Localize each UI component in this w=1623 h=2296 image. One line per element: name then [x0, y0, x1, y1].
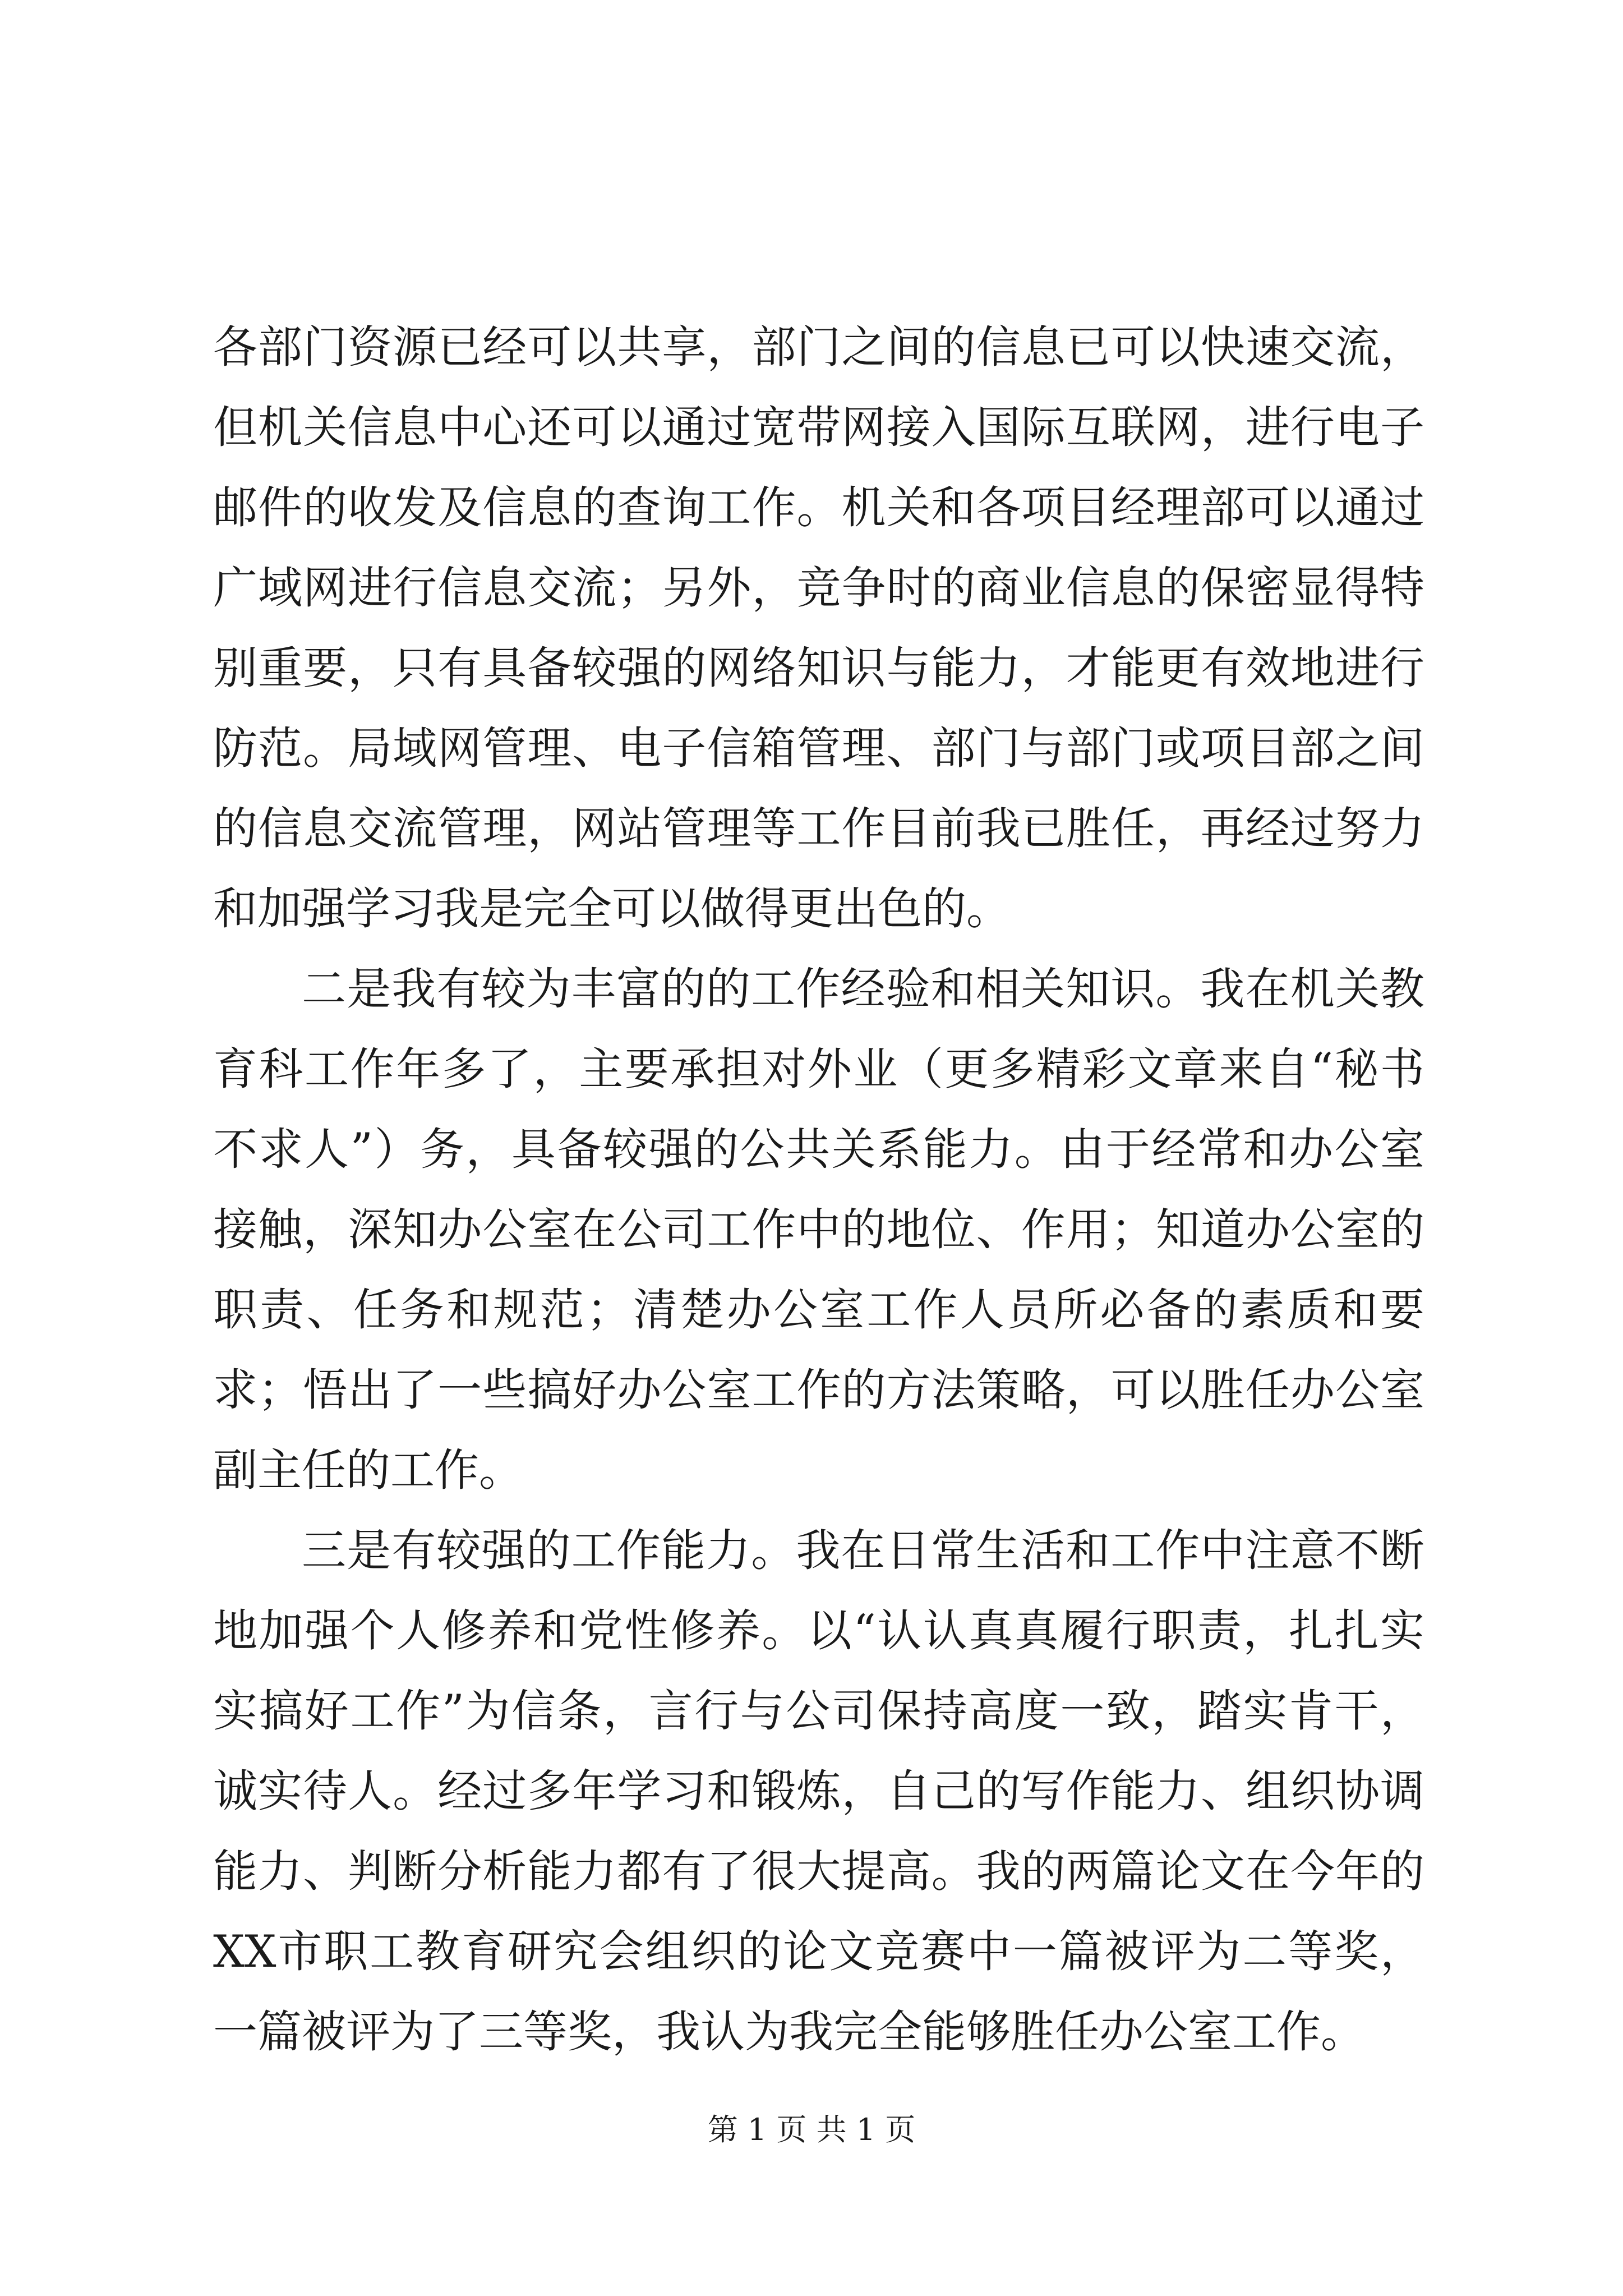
paragraph-1: 各部门资源已经可以共享，部门之间的信息已可以快速交流，但机关信息中心还可以通过宽带网接入国际互联网，进行电子邮件的收发及信息的查询工作。机关和各项目经理部可以通过广域网进行信息交流；另外，竞争时的商业信息的保密显得特别重要，只有具备较强的网络知识与能力，才能更有效地进行防范。局域网管理、电子信箱管理、部门与部门或项目部之间的信息交流管理，网站管理等工作目前我已胜任，再经过努力和加强学习我是完全可以做得更出色的。 [213, 321, 1424, 935]
paragraph-2: 二是我有较为丰富的的工作经验和相关知识。我在机关教育科工作年多了，主要承担对外业（更多精彩文章来自“秘书不求人”）务，具备较强的公共关系能力。由于经常和办公室接触，深知办公室在公司工作中的地位、作用；知道办公室的职责、任务和规范；清楚办公室工作人员所必备的素质和要求；悟出了一些搞好办公室工作的方法策略，可以胜任办公室副主任的工作。 [213, 963, 1424, 1496]
paragraph-3: 三是有较强的工作能力。我在日常生活和工作中注意不断地加强个人修养和党性修养。以“认认真真履行职责，扎扎实实搞好工作”为信条，言行与公司保持高度一致，踏实肯干，诚实待人。经过多年学习和锻炼，自己的写作能力、组织协调能力、判断分析能力都有了很大提高。我的两篇论文在今年的XX市职工教育研究会组织的论文竞赛中一篇被评为二等奖，一篇被评为了三等奖，我认为我完全能够胜任办公室工作。 [213, 1525, 1424, 2058]
page-footer: 第 1 页 共 1 页 [707, 2112, 916, 2147]
document-body [213, 307, 1424, 2072]
